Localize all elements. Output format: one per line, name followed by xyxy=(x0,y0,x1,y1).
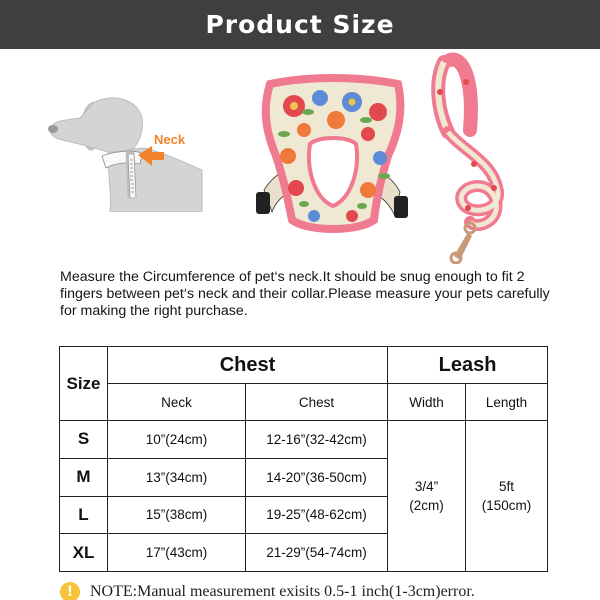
neck-column-header: Neck xyxy=(108,384,246,421)
harness-image xyxy=(248,72,416,250)
neck-value: 15”(38cm) xyxy=(108,496,246,534)
note-text: NOTE:Manual measurement exisits 0.5-1 inch(1-3cm)error. xyxy=(90,583,475,600)
leash-group-header: Leash xyxy=(388,347,548,384)
size-chart-table xyxy=(59,346,548,572)
chest-value: 12-16”(32-42cm) xyxy=(246,421,388,459)
neck-label: Neck xyxy=(154,132,186,147)
leash-length-value xyxy=(466,421,548,572)
leash-width-inch: 3/4” xyxy=(414,479,439,494)
table-row xyxy=(60,421,548,459)
size-label: L xyxy=(60,496,108,534)
leash-width-cm: (2cm) xyxy=(409,498,444,513)
neck-value: 13”(34cm) xyxy=(108,458,246,496)
chest-value: 14-20”(36-50cm) xyxy=(246,458,388,496)
chest-value: 21-29”(54-74cm) xyxy=(246,534,388,572)
leash-length-ft: 5ft xyxy=(499,479,515,494)
size-label: XL xyxy=(60,534,108,572)
size-label: S xyxy=(60,421,108,459)
page-title: Product Size xyxy=(205,10,395,39)
width-column-header: Width xyxy=(388,384,466,421)
length-column-header: Length xyxy=(466,384,548,421)
header-bar xyxy=(0,0,600,49)
chest-group-header: Chest xyxy=(108,347,388,384)
chest-column-header: Chest xyxy=(246,384,388,421)
leash-image xyxy=(424,52,520,264)
neck-value: 17”(43cm) xyxy=(108,534,246,572)
measurement-note xyxy=(60,581,600,600)
chest-value: 19-25”(48-62cm) xyxy=(246,496,388,534)
leash-length-cm: (150cm) xyxy=(481,498,532,513)
size-header: Size xyxy=(60,347,108,421)
dog-neck-measure-icon xyxy=(44,92,204,212)
leash-width-value xyxy=(388,421,466,572)
warning-icon: ! xyxy=(60,582,80,600)
measure-description: Measure the Circumference of pet‘s neck.It should be snug enough to fit 2 fingers between pet‘s neck and their collar.Please measure your pets carefully for making the right purchase. xyxy=(60,269,550,319)
neck-value: 10”(24cm) xyxy=(108,421,246,459)
size-label: M xyxy=(60,458,108,496)
